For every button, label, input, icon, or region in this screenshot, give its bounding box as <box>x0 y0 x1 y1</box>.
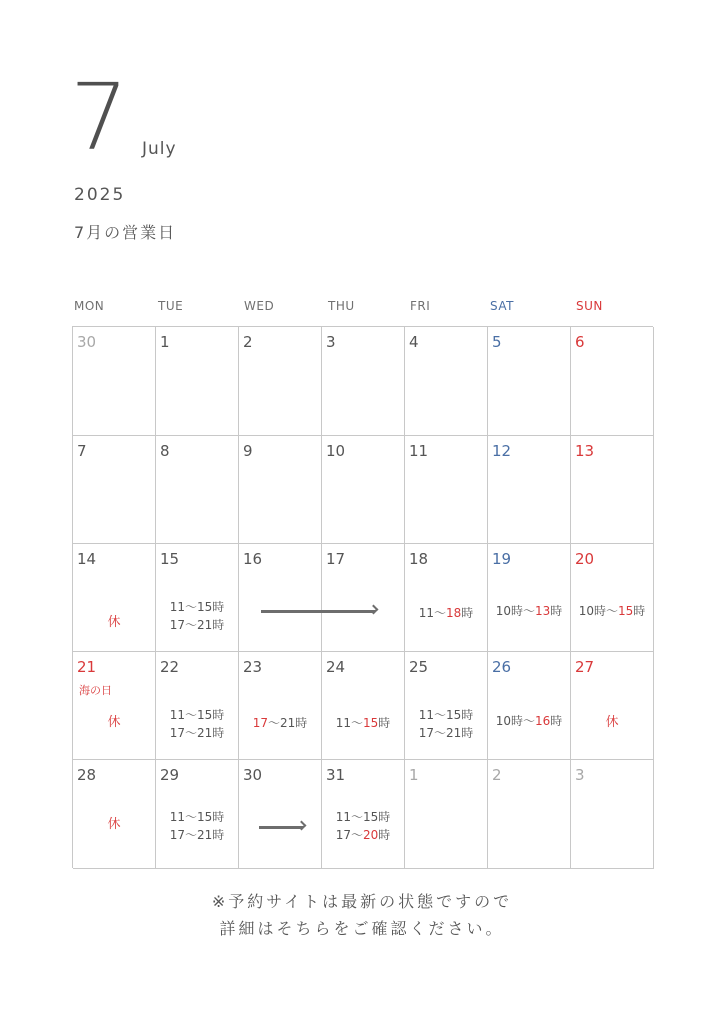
day-cell <box>239 652 322 760</box>
day-number: 8 <box>160 442 170 460</box>
day-cell <box>73 760 156 869</box>
day-cell <box>571 652 654 760</box>
hours-line: 17〜21時 <box>169 828 225 842</box>
hours-line: 11〜15時 <box>335 810 391 824</box>
footer-note <box>0 888 724 942</box>
day-cell <box>239 327 322 436</box>
hours-note <box>488 712 570 730</box>
hours-text: 15 <box>617 604 634 618</box>
month-number: 7 <box>70 64 129 171</box>
day-number: 30 <box>243 766 263 784</box>
holiday-label: 海の日 <box>79 684 112 697</box>
weekday-fri: FRI <box>410 299 431 313</box>
day-cell <box>488 760 571 869</box>
year: 2025 <box>74 185 126 205</box>
day-number: 7 <box>77 442 87 460</box>
closed-label: 休 <box>107 615 121 630</box>
hours-note <box>405 706 487 742</box>
day-number: 27 <box>575 658 595 676</box>
day-number: 25 <box>409 658 429 676</box>
hours-text: 11〜 <box>418 606 446 620</box>
hours-text: 18 <box>445 606 462 620</box>
hours-text: 10時〜 <box>578 604 618 618</box>
hours-text: 時 <box>461 606 474 620</box>
hours-note <box>156 706 238 742</box>
closed-label: 休 <box>605 715 619 730</box>
hours-text: 17〜 <box>335 828 363 842</box>
day-cell <box>156 327 239 436</box>
hours-text: 〜21時 <box>268 716 308 730</box>
weekday-wed: WED <box>244 299 275 313</box>
hours-note <box>488 602 570 620</box>
hours-text: 16 <box>534 714 551 728</box>
hours-line: 17〜21時 <box>169 618 225 632</box>
day-number: 2 <box>243 333 253 351</box>
day-number: 31 <box>326 766 346 784</box>
day-cell <box>488 327 571 436</box>
day-cell <box>405 760 488 869</box>
hours-text: 17 <box>252 716 268 730</box>
closed-label: 休 <box>107 817 121 832</box>
day-number: 13 <box>575 442 595 460</box>
day-cell <box>239 760 322 869</box>
hours-text: 10時〜 <box>495 604 535 618</box>
day-cell <box>322 544 405 652</box>
day-number: 14 <box>77 550 97 568</box>
hours-line: 11〜15時 <box>169 708 225 722</box>
day-cell <box>73 652 156 760</box>
hours-text: 11〜 <box>335 716 363 730</box>
hours-line: 11〜15時 <box>418 708 474 722</box>
day-number: 16 <box>243 550 263 568</box>
day-number: 12 <box>492 442 512 460</box>
hours-note <box>571 602 653 620</box>
hours-line: 17〜21時 <box>169 726 225 740</box>
hours-text: 時 <box>378 828 391 842</box>
arrow-right-icon <box>259 826 303 829</box>
day-cell <box>239 544 322 652</box>
hours-note <box>239 714 321 732</box>
hours-line <box>322 826 404 844</box>
day-cell <box>73 436 156 544</box>
hours-note <box>322 808 404 844</box>
day-number: 22 <box>160 658 180 676</box>
hours-line: 11〜15時 <box>169 810 225 824</box>
day-number: 23 <box>243 658 263 676</box>
day-cell <box>73 544 156 652</box>
day-cell <box>239 436 322 544</box>
footer-line: ※予約サイトは最新の状態ですので <box>211 892 513 911</box>
hours-text: 10時〜 <box>495 714 535 728</box>
day-cell <box>322 436 405 544</box>
day-cell <box>156 436 239 544</box>
day-number: 11 <box>409 442 429 460</box>
weekday-tue: TUE <box>158 299 184 313</box>
day-number: 17 <box>326 550 346 568</box>
day-number: 24 <box>326 658 346 676</box>
day-number: 15 <box>160 550 180 568</box>
day-cell <box>405 544 488 652</box>
day-number: 1 <box>409 766 419 784</box>
day-cell <box>405 652 488 760</box>
hours-line: 17〜21時 <box>418 726 474 740</box>
hours-text: 13 <box>534 604 551 618</box>
hours-text: 時 <box>378 716 391 730</box>
day-number: 6 <box>575 333 585 351</box>
day-number: 3 <box>326 333 336 351</box>
weekday-header <box>72 299 653 315</box>
closed-label: 休 <box>107 715 121 730</box>
hours-line: 11〜15時 <box>169 600 225 614</box>
day-number: 9 <box>243 442 253 460</box>
day-cell <box>571 760 654 869</box>
day-cell <box>156 652 239 760</box>
day-cell <box>571 544 654 652</box>
hours-note <box>405 604 487 622</box>
day-number: 2 <box>492 766 502 784</box>
weekday-thu: THU <box>328 299 355 313</box>
day-cell <box>322 652 405 760</box>
weekday-sat: SAT <box>490 299 514 313</box>
day-number: 28 <box>77 766 97 784</box>
day-cell <box>405 436 488 544</box>
weekday-sun: SUN <box>576 299 603 313</box>
day-number: 4 <box>409 333 419 351</box>
day-number: 19 <box>492 550 512 568</box>
day-number: 30 <box>77 333 97 351</box>
weekday-mon: MON <box>74 299 105 313</box>
arrow-right-icon <box>261 610 375 613</box>
hours-note <box>156 808 238 844</box>
day-cell <box>571 436 654 544</box>
calendar-grid <box>72 326 653 868</box>
page-title: 7月の営業日 <box>74 223 177 242</box>
footer-line: 詳細はそちらをご確認ください。 <box>219 919 505 938</box>
day-cell <box>488 652 571 760</box>
hours-text: 時 <box>633 604 646 618</box>
hours-text: 15 <box>362 716 379 730</box>
day-cell <box>571 327 654 436</box>
day-cell <box>322 327 405 436</box>
day-cell <box>73 327 156 436</box>
month-name: July <box>142 139 177 159</box>
day-number: 21 <box>77 658 97 676</box>
day-number: 5 <box>492 333 502 351</box>
day-cell <box>322 760 405 869</box>
hours-note <box>322 714 404 732</box>
day-cell <box>488 436 571 544</box>
day-number: 1 <box>160 333 170 351</box>
day-cell <box>488 544 571 652</box>
day-number: 26 <box>492 658 512 676</box>
hours-text: 時 <box>550 714 563 728</box>
day-cell <box>156 544 239 652</box>
day-number: 10 <box>326 442 346 460</box>
day-cell <box>405 327 488 436</box>
day-cell <box>156 760 239 869</box>
hours-text: 時 <box>550 604 563 618</box>
day-number: 3 <box>575 766 585 784</box>
hours-note <box>156 598 238 634</box>
day-number: 20 <box>575 550 595 568</box>
hours-text: 20 <box>362 828 379 842</box>
day-number: 18 <box>409 550 429 568</box>
day-number: 29 <box>160 766 180 784</box>
